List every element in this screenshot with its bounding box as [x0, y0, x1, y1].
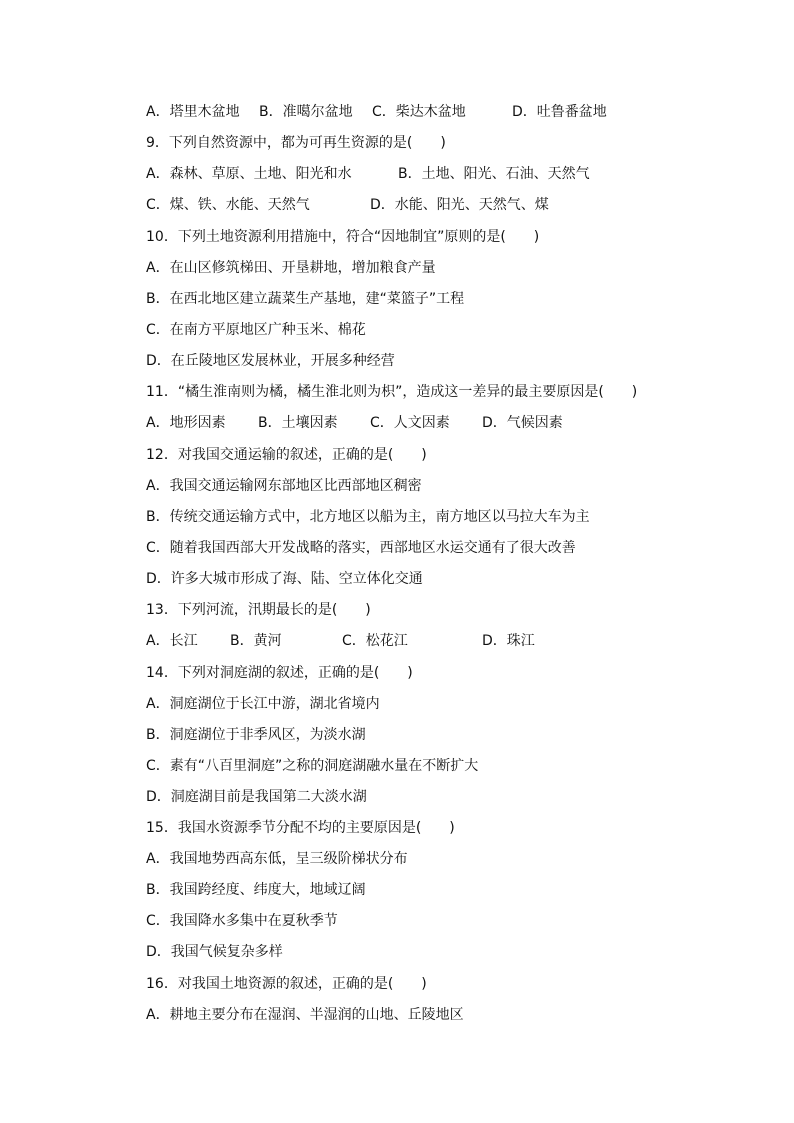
q15-option-b: B．我国跨经度、纬度大，地域辽阔: [146, 882, 366, 898]
q15-option-a: A．我国地势西高东低，呈三级阶梯状分布: [146, 851, 408, 867]
q9-options-2: [146, 195, 549, 215]
option-b: B．黄河: [230, 633, 282, 649]
q13-stem: 13．下列河流，汛期最长的是( ): [146, 602, 371, 618]
option-d: D．吐鲁番盆地: [512, 104, 607, 120]
q16-stem: 16．对我国土地资源的叙述，正确的是( ): [146, 976, 427, 992]
q10-option-d: D．在丘陵地区发展林业，开展多种经营: [146, 353, 395, 369]
q11-options: [146, 413, 563, 433]
q13-options: [146, 631, 535, 651]
q16-option-a: A．耕地主要分布在湿润、半湿润的山地、丘陵地区: [146, 1007, 464, 1023]
q12-option-b: B．传统交通运输方式中，北方地区以船为主，南方地区以马拉大车为主: [146, 509, 590, 525]
q14-option-d: D．洞庭湖目前是我国第二大淡水湖: [146, 789, 367, 805]
option-c: C．松花江: [342, 633, 408, 649]
q14-option-c: C．素有“八百里洞庭”之称的洞庭湖融水量在不断扩大: [146, 758, 479, 774]
q15-option-c: C．我国降水多集中在夏秋季节: [146, 913, 338, 929]
option-d: D．水能、阳光、天然气、煤: [370, 197, 549, 213]
option-d: D．气候因素: [482, 415, 563, 431]
option-b: B．土壤因素: [258, 415, 338, 431]
q8-options: [146, 102, 607, 122]
option-d: D．珠江: [482, 633, 535, 649]
option-b: B．准噶尔盆地: [259, 104, 353, 120]
q14-option-b: B．洞庭湖位于非季风区，为淡水湖: [146, 727, 366, 743]
option-a: A．地形因素: [146, 415, 226, 431]
q12-stem: 12．对我国交通运输的叙述，正确的是( ): [146, 447, 427, 463]
option-c: C．柴达木盆地: [372, 104, 466, 120]
q15-option-d: D．我国气候复杂多样: [146, 944, 283, 960]
option-a: A．森林、草原、土地、阳光和水: [146, 166, 352, 182]
option-a: A．塔里木盆地: [146, 104, 240, 120]
q14-option-a: A．洞庭湖位于长江中游，湖北省境内: [146, 696, 380, 712]
q11-stem: 11．“橘生淮南则为橘，橘生淮北则为枳”，造成这一差异的最主要原因是( ): [146, 384, 638, 400]
q10-option-c: C．在南方平原地区广种玉米、棉花: [146, 322, 366, 338]
q9-stem: 9．下列自然资源中，都为可再生资源的是( ): [146, 135, 446, 151]
option-b: B．土地、阳光、石油、天然气: [398, 166, 590, 182]
q15-stem: 15．我国水资源季节分配不均的主要原因是( ): [146, 820, 455, 836]
q10-option-b: B．在西北地区建立蔬菜生产基地，建“菜篮子”工程: [146, 291, 465, 307]
q10-stem: 10．下列土地资源利用措施中，符合“因地制宜”原则的是( ): [146, 229, 540, 245]
q10-option-a: A．在山区修筑梯田、开垦耕地，增加粮食产量: [146, 260, 436, 276]
q14-stem: 14．下列对洞庭湖的叙述，正确的是( ): [146, 665, 413, 681]
q9-options-1: [146, 164, 590, 184]
q12-option-a: A．我国交通运输网东部地区比西部地区稠密: [146, 478, 422, 494]
option-c: C．煤、铁、水能、天然气: [146, 197, 310, 213]
q12-option-c: C．随着我国西部大开发战略的落实，西部地区水运交通有了很大改善: [146, 540, 576, 556]
option-c: C．人文因素: [370, 415, 450, 431]
option-a: A．长江: [146, 633, 198, 649]
q12-option-d: D．许多大城市形成了海、陆、空立体化交通: [146, 571, 423, 587]
